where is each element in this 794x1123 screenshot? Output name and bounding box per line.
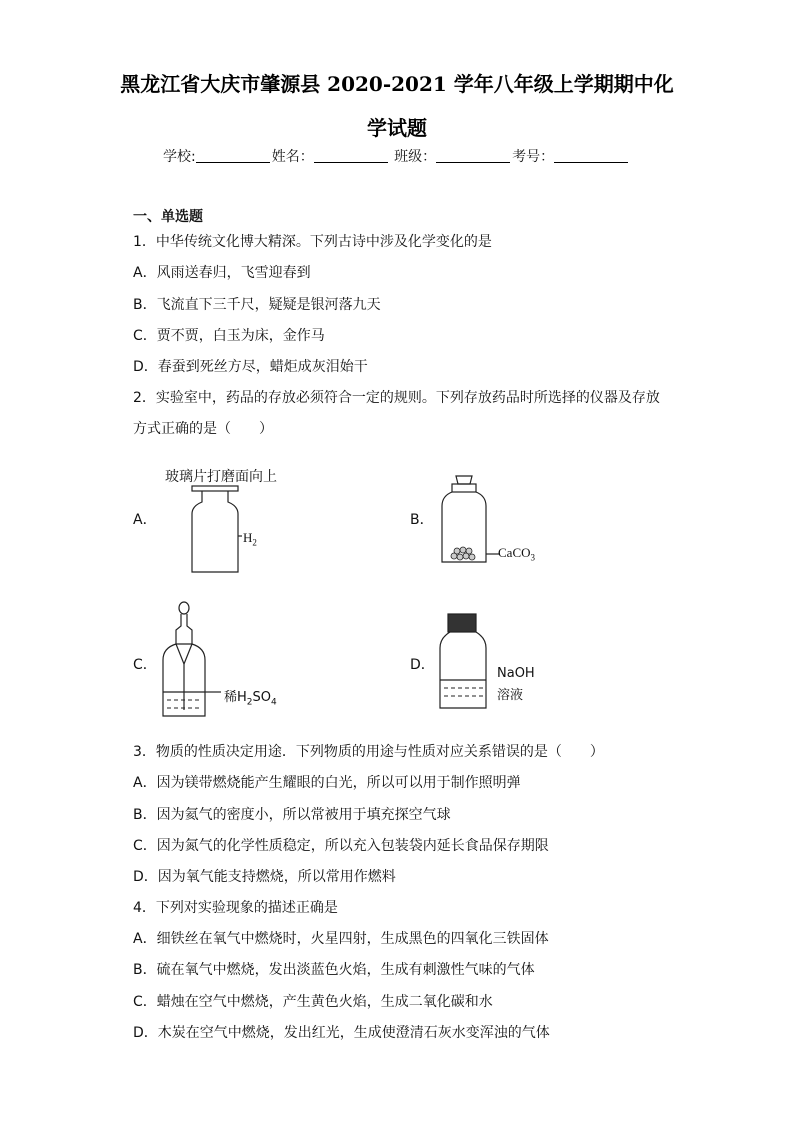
q2-d-label-naoh: NaOH [497,666,535,681]
q2-a-label: $H_2$ [243,530,257,548]
q3-option-b: B．因为氦气的密度小，所以常被用于填充探空气球 [133,807,451,823]
q1-option-d: D．春蚕到死丝方尽，蜡炬成灰泪始干 [133,359,368,375]
q2-option-c-letter: C． [133,657,157,673]
class-label: 班级： [394,149,437,165]
q4-option-b: B．硫在氧气中燃烧，发出淡蓝色火焰，生成有刺激性气味的气体 [133,962,535,978]
number-label: 考号： [512,149,555,165]
document-title-line1: 黑龙江省大庆市肇源县 2020-2021 学年八年级上学期期中化 [120,72,674,96]
q4-option-d: D．木炭在空气中燃烧，发出红光，生成使澄清石灰水变浑浊的气体 [133,1025,550,1041]
q2-b-label: CaCO$_3$ [498,545,535,563]
q2-c-label: 稀$H_2SO_4$ [224,690,277,708]
name-label: 姓名： [271,149,314,165]
q3-option-a: A．因为镁带燃烧能产生耀眼的白光，所以可以用于制作照明弹 [133,775,521,791]
q4-option-c: C．蜡烛在空气中燃烧，产生黄色火焰，生成二氧化碳和水 [133,994,493,1010]
q2-d-label-solution: 溶液 [497,688,524,703]
q2-bottle-a [180,484,290,576]
q3-stem: 3．物质的性质决定用途．下列物质的用途与性质对应关系错误的是（ ） [133,744,604,760]
q4-option-a: A．细铁丝在氧气中燃烧时，火星四射，生成黑色的四氧化三铁固体 [133,931,549,947]
school-blank[interactable] [196,148,270,163]
q2-stem-line2: 方式正确的是（ ） [133,421,273,437]
q1-option-c: C．贾不贾，白玉为床，金作马 [133,328,325,344]
q2-a-caption: 玻璃片打磨面向上 [165,469,277,485]
school-label: 学校: [163,149,196,165]
q1-option-a: A．风雨送春归，飞雪迎春到 [133,265,311,281]
name-blank[interactable] [314,148,388,163]
document-title-line2: 学试题 [367,116,427,140]
q3-option-c: C．因为氮气的化学性质稳定，所以充入包装袋内延长食品保存期限 [133,838,549,854]
q2-bottle-d [436,612,546,714]
number-blank[interactable] [554,148,628,163]
q1-stem: 1．中华传统文化博大精深。下列古诗中涉及化学变化的是 [133,234,492,250]
class-blank[interactable] [436,148,510,163]
q4-stem: 4．下列对实验现象的描述正确是 [133,900,338,916]
q3-option-d: D．因为氧气能支持燃烧，所以常用作燃料 [133,869,396,885]
section-heading: 一、单选题 [133,209,203,225]
student-info-row [163,146,630,166]
q2-stem-line1: 2．实验室中，药品的存放必须符合一定的规则。下列存放药品时所选择的仪器及存放 [133,390,660,406]
q2-option-d-letter: D． [410,657,435,673]
q1-option-b: B．飞流直下三千尺，疑疑是银河落九天 [133,297,381,313]
q2-option-b-letter: B． [410,512,434,528]
q2-option-a-letter: A． [133,512,157,528]
